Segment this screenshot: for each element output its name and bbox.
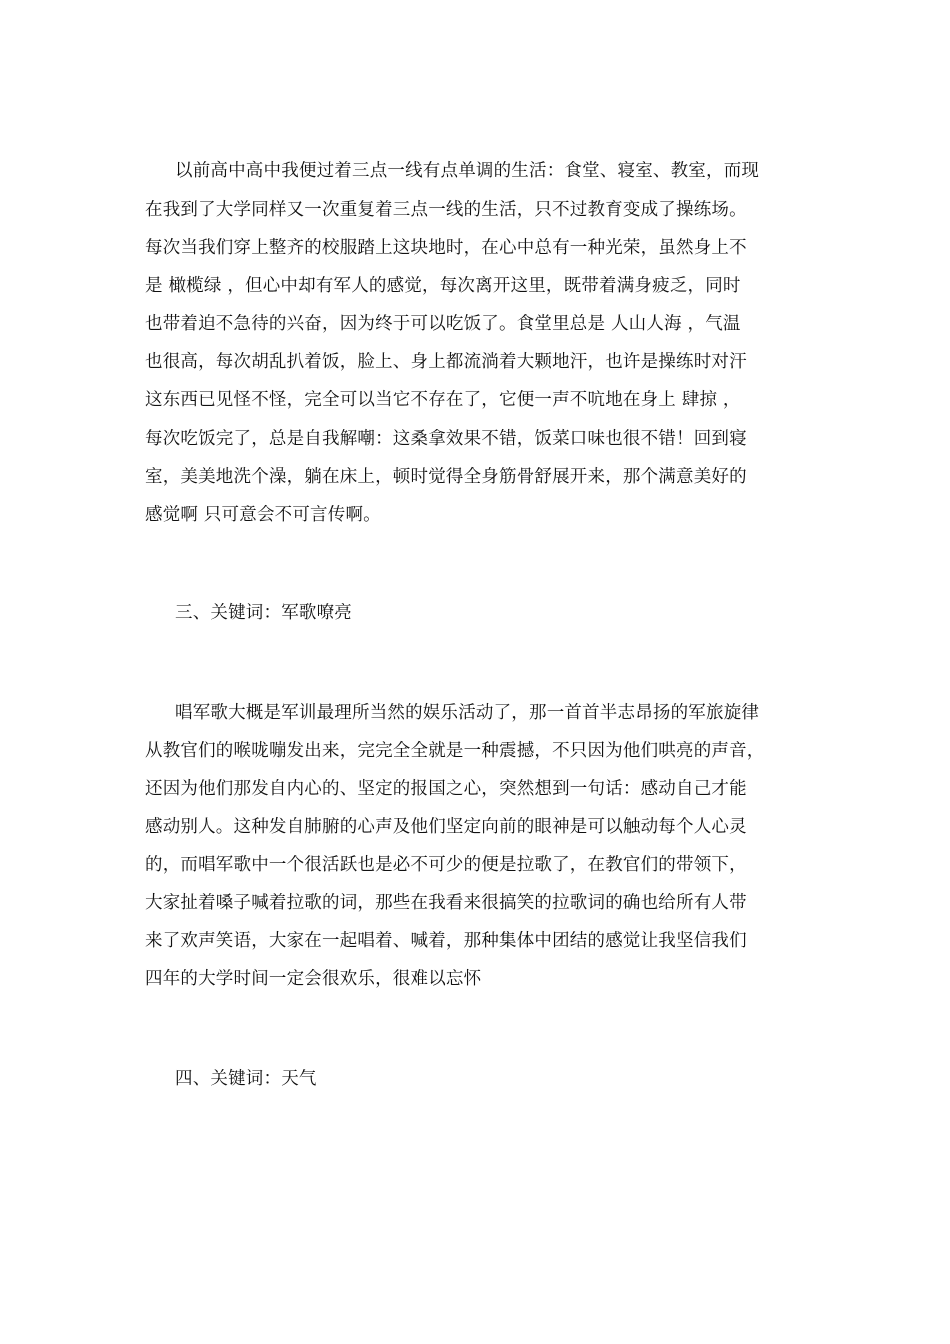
paragraph-line: 唱军歌大概是军训最理所当然的娱乐活动了，那一首首半志昂扬的军旅旋律 bbox=[175, 703, 760, 723]
section-heading-army-songs: 三、关键词：军歌嘹亮 bbox=[175, 603, 352, 623]
paragraph-line: 在我到了大学同样又一次重复着三点一线的生活，只不过教育变成了操练场。 bbox=[145, 200, 747, 220]
section-heading-weather: 四、关键词：天气 bbox=[175, 1069, 317, 1089]
paragraph-line: 每次吃饭完了，总是自我解嘲：这桑拿效果不错，饭菜口味也很不错！回到寝 bbox=[145, 429, 747, 449]
paragraph-line: 从教官们的喉咙嘣发出来，完完全全就是一种震撼，不只因为他们哄亮的声音， bbox=[145, 741, 765, 761]
paragraph-line: 还因为他们那发自内心的、坚定的报国之心，突然想到一句话：感动自己才能 bbox=[145, 779, 747, 799]
paragraph-line: 每次当我们穿上整齐的校服踏上这块地时，在心中总有一种光荣，虽然身上不 bbox=[145, 238, 747, 258]
paragraph-line: 是 橄榄绿 ，但心中却有军人的感觉，每次离开这里，既带着满身疲乏，同时 bbox=[145, 276, 741, 296]
paragraph-line: 四年的大学时间一定会很欢乐，很难以忘怀 bbox=[145, 969, 482, 989]
paragraph-line: 也很高，每次胡乱扒着饭，脸上、身上都流淌着大颗地汗，也许是操练时对汗 bbox=[145, 352, 747, 372]
paragraph-line: 也带着迫不急待的兴奋，因为终于可以吃饭了。食堂里总是 人山人海 ，气温 bbox=[145, 314, 741, 334]
paragraph-line: 大家扯着嗓子喊着拉歌的词，那些在我看来很搞笑的拉歌词的确也给所有人带 bbox=[145, 893, 747, 913]
paragraph-line: 室，美美地洗个澡，躺在床上，顿时觉得全身筋骨舒展开来，那个满意美好的 bbox=[145, 467, 747, 487]
paragraph-line: 的，而唱军歌中一个很活跃也是必不可少的便是拉歌了，在教官们的带领下， bbox=[145, 855, 747, 875]
paragraph-line: 这东西已见怪不怪，完全可以当它不存在了，它便一声不吭地在身上 肆掠 ， bbox=[145, 390, 741, 410]
paragraph-line: 感动别人。这种发自肺腑的心声及他们坚定向前的眼神是可以触动每个人心灵 bbox=[145, 817, 747, 837]
paragraph-line: 以前高中高中我便过着三点一线有点单调的生活：食堂、寝室、教室，而现 bbox=[175, 161, 760, 181]
paragraph-line: 来了欢声笑语，大家在一起唱着、喊着，那种集体中团结的感觉让我坚信我们 bbox=[145, 931, 747, 951]
paragraph-line: 感觉啊 只可意会不可言传啊。 bbox=[145, 505, 381, 525]
